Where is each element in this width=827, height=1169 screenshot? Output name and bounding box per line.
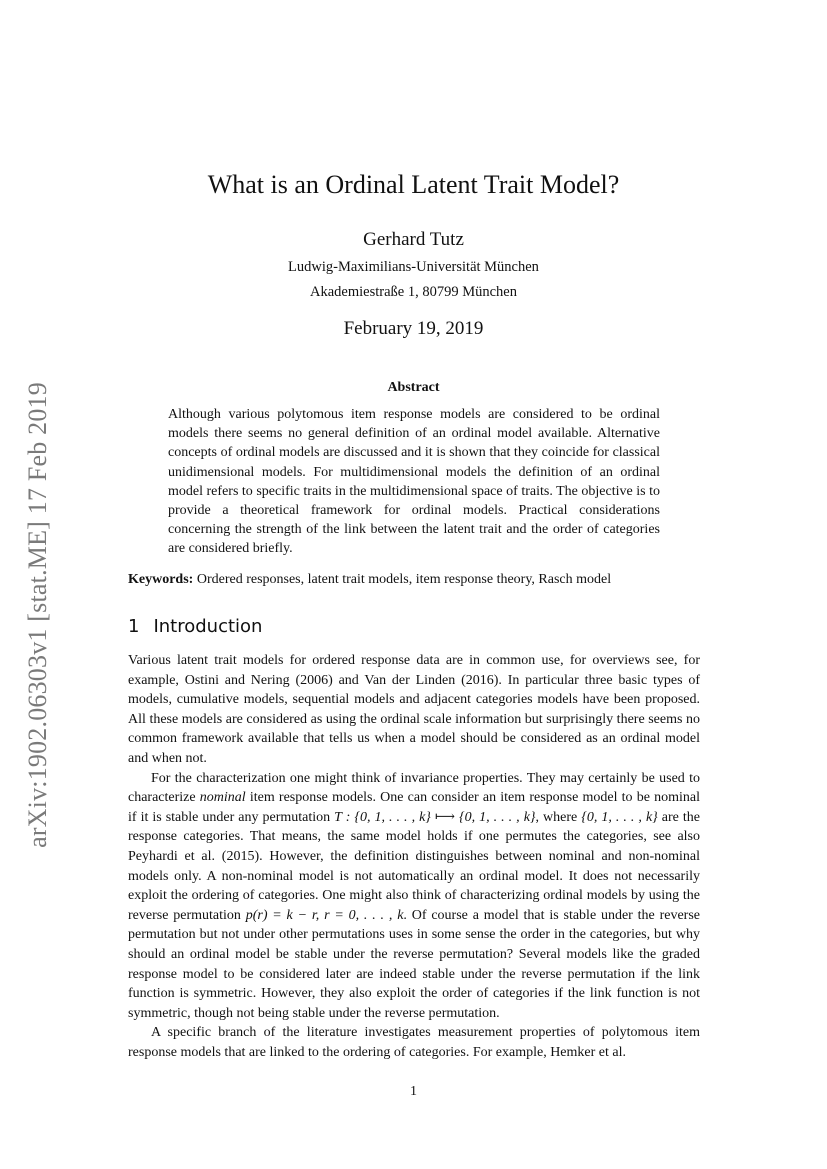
math-reverse-permutation: p(r) = k − r, r = 0, . . . , k — [245, 907, 404, 923]
paragraph-3: A specific branch of the literature investigates measurement properties of polytomous item response models that are linked to the ordering of categories. For example, Hemker et al. — [128, 1025, 700, 1060]
affiliation-address: Akademiestraße 1, 80799 München — [310, 284, 517, 300]
keywords — [128, 570, 700, 589]
section-title: Introduction — [153, 616, 263, 637]
paragraph-2 — [128, 769, 700, 1024]
p2-part-b: item response models. One can consider an item response model to be nominal if it is stable under any permutation — [128, 790, 700, 825]
arxiv-identifier-sidebar — [18, 355, 58, 875]
p2-part-e: . Of course a model that is stable under the reverse permutation but not under other permutations uses in some sense the order in the categories, but why should an ordinal model be stable under the reverse permutation? Several models like the graded response model to be considered later are indeed stable under the reverse permutation if the link function is symmetric. However, they also exploit the order of categories if the link function is not symmetric, though not being stable under the reverse permutation. — [128, 907, 701, 1021]
affiliation-university: Ludwig-Maximilians-Universität München — [288, 259, 539, 275]
math-categories: {0, 1, . . . , k} — [581, 809, 658, 825]
keywords-text: Ordered responses, latent trait models, item response theory, Rasch model — [196, 572, 612, 587]
p2-part-c: , where — [535, 809, 582, 825]
paper-title: What is an Ordinal Latent Trait Model? — [207, 170, 620, 199]
arxiv-id: arXiv:1902.06303v1 [stat.ME] 17 Feb 2019 — [23, 382, 52, 848]
p2-part-a: For the characterization one might think of invariance properties. They may certainly be used to characterize — [128, 770, 700, 806]
abstract-heading: Abstract — [387, 380, 440, 395]
paper-date: February 19, 2019 — [343, 318, 484, 339]
author-name: Gerhard Tutz — [363, 229, 464, 250]
abstract-text: Although various polytomous item response models are considered to be ordinal models there seems no general definition of an ordinal model available. Alternative concepts of ordinal models are discussed and it is shown that they coincide for classical unidimensional models. For multidimensional models the definition of an ordinal model refers to specific traits in the multidimensional space of traits. The objective is to provide a theoretical framework for ordinal models. Practical considerations concerning the strength of the link between the latent trait and the order of categories are considered briefly. — [168, 407, 660, 557]
p2-part-d: are the response categories. That means, the same model holds if one permutes the categories, see also Peyhardi et al. (2015). However, the definition distinguishes between nominal and non-nominal models only. A non-nominal model is not automatically an ordinal model. It does not necessarily exploit the ordering of categories. One might also think of characterizing ordinal models by using the reverse permutation — [128, 809, 700, 923]
paragraph-1: Various latent trait models for ordered response data are in common use, for overviews see, for example, Ostini and Nering (2006) and Van der Linden (2016). In particular three basic types of models, cumulative models, sequential models and adjacent categories models have been proposed. All these models are considered as using the ordinal scale information but surprisingly there seems no common framework available that tells us when a model should be considered as an ordinal model and when not. — [128, 653, 700, 766]
section-heading-introduction — [128, 616, 262, 637]
keywords-label: Keywords: — [128, 572, 194, 587]
p2-emphasis: nominal — [199, 790, 246, 806]
body-text — [128, 651, 700, 1062]
section-number: 1 — [128, 616, 140, 637]
math-permutation: T : {0, 1, . . . , k} ⟼ {0, 1, . . . , k} — [334, 809, 536, 825]
page-number: 1 — [410, 1084, 417, 1099]
